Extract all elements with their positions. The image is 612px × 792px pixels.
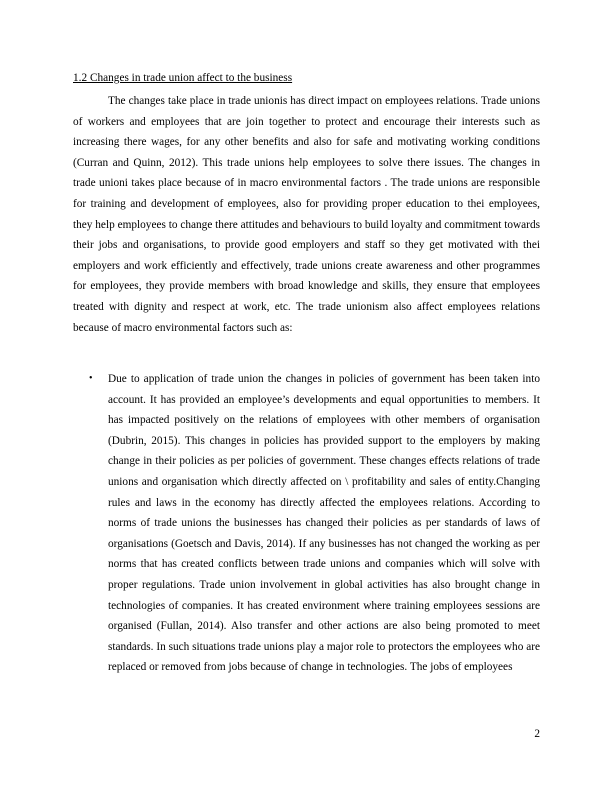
bullet-list (73, 369, 540, 678)
body-paragraph: The changes take place in trade unionis has direct impact on employees relations. Trade unions of workers and employees that are join together to protect and encourage their interests such as increasing there wages, for any other benefits and also for safe and motivating working conditions (Curran and Quinn, 2012). This trade unions help employees to solve there issues. The changes in trade unioni takes place because of in macro environmental factors . The trade unions are responsible for training and development of employees, also for providing proper education to thei employees, they help employees to change there attitudes and behaviours to build loyalty and commitment towards their jobs and organisations, to provide good employers and staff so they get motivated with thei employers and work efficiently and effectively, trade unions create awareness and other programmes for employees, they provide members with broad knowledge and skills, they ensure that employees treated with dignity and respect at work, etc. The trade unionism also affect employees relations because of macro environmental factors such as: (73, 95, 540, 334)
bullet-item (73, 369, 540, 678)
page-number: 2 (534, 728, 540, 740)
bullet-text: Due to application of trade union the changes in policies of government has been taken into account. It has provided an employee’s developments and equal opportunities to members. It has impacted positively on the relations of employees with other members of organisation (Dubrin, 2015). This changes in policies has provided support to the employers by making change in their policies as per policies of government. These changes effects relations of trade unions and organisation which directly affected on \ profitability and sales of entity.Changing rules and laws in the economy has directly affected the employees relations. According to norms of trade unions the businesses has changed their policies as per standards of laws of organisations (Goetsch and Davis, 2014). If any businesses has not changed the working as per norms that has created conflicts between trade unions and companies which will solve with proper regulations. Trade union involvement in global activities has also brought change in technologies of companies. It has created environment where training employees sessions are organised (Fullan, 2014). Also transfer and other actions are also being promoted to meet standards. In such situations trade unions play a major role to protectors the employees who are replaced or removed from jobs because of change in technologies. The jobs of employees (108, 373, 540, 674)
bullet-dot-icon: • (89, 373, 93, 384)
section-heading: 1.2 Changes in trade union affect to the business (73, 72, 293, 84)
